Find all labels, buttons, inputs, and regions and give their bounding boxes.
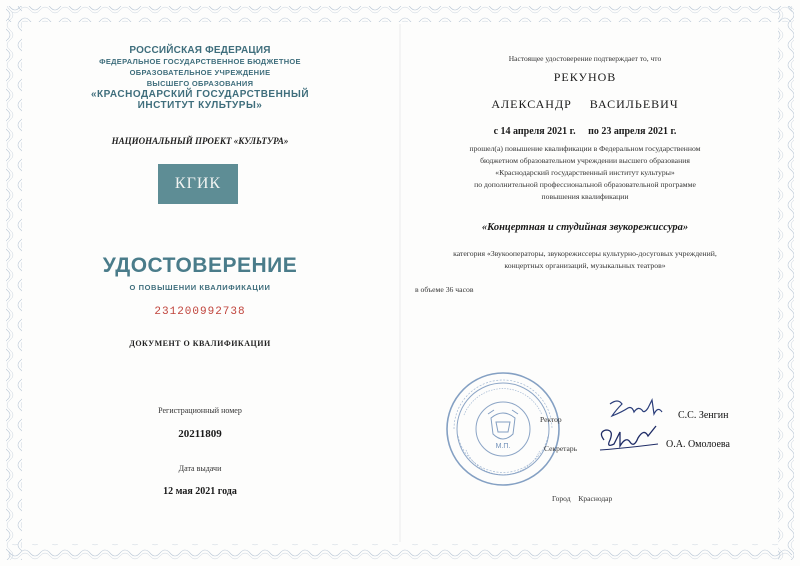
issuer-line-6: ИНСТИТУТ КУЛЬТУРЫ» (137, 100, 263, 111)
registration-number: 20211809 (178, 428, 222, 440)
issue-date-value: 12 мая 2021 года (163, 486, 237, 497)
category-line: концертных организаций, музыкальных театров» (504, 261, 666, 270)
date-from: с 14 апреля 2021 г. (493, 126, 576, 137)
official-seal (444, 370, 562, 488)
holder-surname: РЕКУНОВ (553, 70, 617, 84)
registration-label: Регистрационный номер (158, 406, 242, 415)
document-subtitle: О ПОВЫШЕНИИ КВАЛИФИКАЦИИ (129, 283, 271, 292)
certificate-body (420, 143, 750, 203)
issuer-line-1: РОССИЙСКАЯ ФЕДЕРАЦИЯ (129, 45, 271, 56)
document-title: УДОСТОВЕРЕНИЕ (102, 254, 298, 277)
city-value: Краснодар (578, 494, 613, 503)
holder-patronymic: ВАСИЛЬЕВИЧ (589, 97, 679, 111)
secretary-label: Секретарь (544, 444, 578, 453)
training-period (420, 126, 750, 137)
rector-label: Ректор (540, 415, 562, 424)
body-line: повышения квалификации (541, 192, 629, 201)
national-project-label: НАЦИОНАЛЬНЫЙ ПРОЕКТ «КУЛЬТУРА» (111, 136, 289, 146)
program-volume: в объеме 36 часов (415, 285, 474, 294)
secretary-name: О.А. Омолоева (666, 439, 730, 450)
program-category (420, 248, 750, 272)
issuer-block (70, 45, 330, 111)
svg-text:М.П.: М.П. (495, 443, 511, 450)
kgik-logo: КГИК (158, 164, 238, 204)
rector-name: С.С. Зенгин (678, 410, 729, 421)
body-line: прошел(а) повышение квалификации в Федеральном государственном (469, 144, 701, 153)
issuer-line-2: ФЕДЕРАЛЬНОЕ ГОСУДАРСТВЕННОЕ БЮДЖЕТНОЕ (99, 57, 301, 66)
secretary-signature-icon (596, 422, 662, 456)
issuer-line-3: ОБРАЗОВАТЕЛЬНОЕ УЧРЕЖДЕНИЕ (129, 68, 271, 77)
holder-first-name: АЛЕКСАНДР (491, 97, 572, 111)
certificate-intro: Настоящее удостоверение подтверждает то, что (508, 54, 662, 63)
issuer-line-5: «КРАСНОДАРСКИЙ ГОСУДАРСТВЕННЫЙ (90, 89, 310, 100)
body-line: по дополнительной профессиональной образовательной программе (474, 180, 696, 189)
rector-signature-icon (606, 396, 666, 422)
holder-names (420, 97, 750, 112)
program-title: «Концертная и студийная звукорежиссура» (481, 222, 689, 233)
issuer-line-4: ВЫСШЕГО ОБРАЗОВАНИЯ (146, 79, 254, 88)
body-line: бюджетном образовательном учреждении высшего образования (480, 156, 690, 165)
issue-date-label: Дата выдачи (178, 464, 222, 473)
serial-number: 231200992738 (154, 306, 246, 318)
category-line: категория «Звукооператоры, звукорежиссеры культурно-досуговых учреждений, (453, 249, 717, 258)
city-label: Город (552, 494, 571, 503)
body-line: «Краснодарский государственный институт культуры» (495, 168, 675, 177)
date-to: по 23 апреля 2021 г. (588, 126, 677, 137)
city-line (552, 494, 612, 503)
document-type-label: ДОКУМЕНТ О КВАЛИФИКАЦИИ (129, 339, 271, 348)
